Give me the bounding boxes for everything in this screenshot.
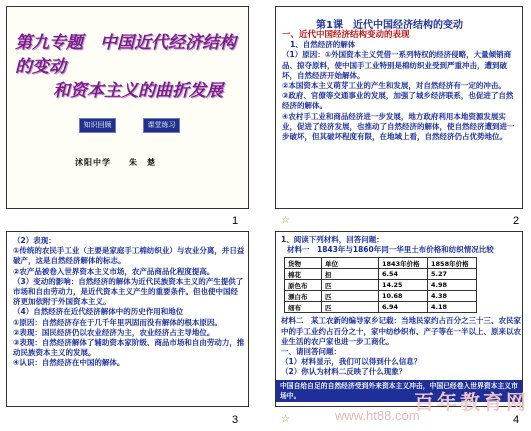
table-cell: 细布 bbox=[285, 302, 322, 313]
slide-2-para-2: ②本国资本主义萌芽工业的产生和发展，对自然经济有一定的冲击。 bbox=[282, 81, 506, 91]
slide-3-para-0: （2）表现： bbox=[13, 236, 56, 245]
table-row bbox=[285, 269, 477, 280]
title-line-2: 和资本主义的曲折发展 bbox=[53, 81, 223, 101]
table-cell: 6.94 bbox=[379, 302, 428, 313]
table-cell: 担 bbox=[322, 269, 379, 280]
slide-2-heading: 第1课 近代中国经济结构的变动 bbox=[316, 20, 463, 31]
slide-3-para-1: ①传统的农民手工业（主要是家庭手工棉纺织业）与农业分离，并日益破产，这是自然经济解体的标志。 bbox=[13, 246, 245, 266]
table-cell: 10.68 bbox=[379, 291, 428, 302]
table-cell: 棉花 bbox=[285, 269, 322, 280]
slide-4-question-2: （2）你认为材料二反映了什么现象？ bbox=[281, 367, 407, 377]
table-cell: 1843年价格 bbox=[379, 258, 428, 269]
slide-1-thumbnail[interactable] bbox=[6, 6, 249, 209]
price-table bbox=[284, 257, 477, 313]
table-cell: 5.27 bbox=[428, 269, 477, 280]
slide-2-thumbnail[interactable] bbox=[275, 6, 523, 209]
table-cell: 1858年价格 bbox=[428, 258, 477, 269]
page-number-4: 4 bbox=[513, 414, 520, 426]
table-cell: 匹 bbox=[322, 280, 379, 291]
table-cell: 6.54 bbox=[379, 269, 428, 280]
slide-2-para-3: ③政府、官僚等交通事业的发展，加强了城乡经济联系，也促进了自然经济的解体。 bbox=[282, 91, 514, 111]
table-cell: 漂白布 bbox=[285, 291, 322, 302]
table-cell: 单位 bbox=[322, 258, 379, 269]
table-cell: 4.18 bbox=[428, 302, 477, 313]
table-row bbox=[285, 291, 477, 302]
slide-4-body bbox=[281, 235, 521, 378]
slide-3-para-8: ④认识：自然经济在中国的解体。 bbox=[13, 358, 125, 368]
slide-3-para-5: ①原因：自然经济存在于几千年里巩固而没有解体的根本原因。 bbox=[13, 317, 222, 327]
slide-1-title bbox=[15, 31, 243, 103]
page-number-1: 1 bbox=[232, 215, 239, 227]
table-cell: 原色布 bbox=[285, 280, 322, 291]
slide-3-para-4: （4）自然经济在近代经济解体中的历史作用和地位 bbox=[13, 307, 184, 317]
slide-3-thumbnail[interactable] bbox=[6, 231, 249, 407]
review-button[interactable]: 知识回顾 bbox=[79, 118, 116, 133]
star-icon: ☆ bbox=[281, 414, 290, 425]
slide-3-body bbox=[13, 236, 245, 369]
slide-2-para-1: （1）原因：①外国资本主义凭借一系列特权的经济侵略，大量倾销商品、掠夺原料，使中国手工业特别是棉纺织业受到严重冲击，遭到破坏，自然经济开始解体。 bbox=[282, 50, 512, 80]
slide-2-subheading: 一、近代中国经济结构变动的表现 bbox=[282, 30, 410, 40]
table-cell: 匹 bbox=[322, 302, 379, 313]
slide-3-para-3: （3）变动的影响：自然经济的解体为近代民族资本主义的产生提供了市场和自由劳动力，是近代资本主义产生的重要条件。但也使中国经济更加依附于外国资本主义。 bbox=[13, 276, 244, 307]
slide-2-subheading-2: 1、自然经济的解体 bbox=[290, 40, 356, 50]
table-row bbox=[285, 302, 477, 313]
practice-button[interactable]: 课堂练习 bbox=[143, 118, 180, 133]
slide-3-para-2: ②农产品被卷入世界资本主义市场，农产品商品化程度提高。 bbox=[13, 266, 215, 276]
watermark-cn: 百年教育网 bbox=[414, 390, 529, 414]
slide-2-body bbox=[282, 30, 520, 142]
slide-2-para-4: ④农村手工业和商品经济进一步发展，地方政府利用本地资源发展实业，促进了经济发展，也推动了自然经济的解体，使自然经济遭到进一步破坏，但其破坏程度有限，在地域上看，自然经济仍占优势地位。 bbox=[282, 111, 515, 142]
table-row bbox=[285, 280, 477, 291]
table-header-row bbox=[285, 258, 477, 269]
answer-box: 中国自给自足的自然经济受到外来资本主义冲击，中国已经卷入世界资本主义市场中。 bbox=[276, 380, 523, 402]
table-cell: 货物 bbox=[285, 258, 322, 269]
slide-4-question-1: （1）材料显示，我们可以得到什么信息？ bbox=[281, 357, 422, 367]
table-cell: 4.98 bbox=[428, 280, 477, 291]
slide-4-question: 1、阅读下列材料，回答问题： bbox=[281, 235, 384, 244]
slide-3-para-6: ②表现：国民经济仍以农业经济为主，农业经济占主导地位。 bbox=[13, 327, 215, 337]
table-cell: 14.25 bbox=[379, 280, 428, 291]
slide-4-material-1: 材料一 1843年与1860年同一华里土布价格和纺织情况比较 bbox=[287, 245, 494, 255]
star-icon: ☆ bbox=[281, 215, 290, 226]
slide-3-para-7: ③表现：自然经济解体了辅助资本家阶级、商品市场和自由劳动力，推动民族资本主义的发展。 bbox=[13, 338, 245, 358]
slide-4-question-label: 一、请回答问题： bbox=[281, 347, 341, 357]
slide-4-thumbnail[interactable] bbox=[275, 231, 523, 407]
title-line-1: 第九专题 中国近代经济结构的变动 bbox=[15, 33, 236, 77]
page-number-3: 3 bbox=[232, 414, 239, 426]
watermark-url: www.ht88.com bbox=[335, 408, 420, 423]
author-line: 沭阳中学 朱 楚 bbox=[75, 158, 156, 167]
page-number-2: 2 bbox=[513, 215, 520, 227]
table-cell: 匹 bbox=[322, 291, 379, 302]
table-cell: 4.38 bbox=[428, 291, 477, 302]
slide-4-material-2: 材料二 某工农新的编导家乡记载：当地民家约占百分之三十三、农民家中的手工业约占百分之十，家中纺纱织布、产子等在一半以上、原来以农业生活的农户家也进一步工商化。 bbox=[281, 316, 521, 346]
